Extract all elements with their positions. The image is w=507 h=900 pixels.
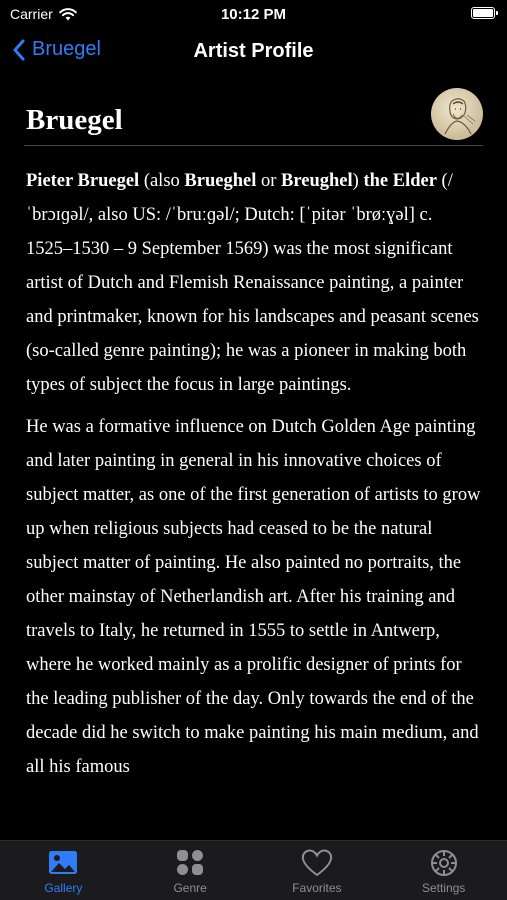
bio-text: )	[352, 171, 364, 191]
photo-icon	[46, 847, 80, 879]
bio-paragraph-1	[26, 164, 483, 402]
gear-icon	[427, 847, 461, 879]
bio-text: (/ˈbrɔɪɡəl/, also US: /ˈbruːɡəl/; Dutch: [ˈpitər ˈbrøːɣəl] c. 1525–1530 – 9 September 1569) was the most significant artist of Dutch and Flemish Renaissance painting, a painter and printmaker, known for his landscapes and peasant scenes (so-called genre painting); he was a pioneer in making both types of subject the focus in large paintings.	[26, 171, 479, 395]
grid-icon	[173, 847, 207, 879]
artist-profile-content[interactable]	[0, 86, 507, 840]
battery-icon	[471, 7, 495, 19]
bio-alt-name: Breughel	[281, 171, 353, 191]
tab-genre-label: Genre	[173, 881, 207, 895]
status-time: 10:12 PM	[220, 6, 287, 23]
artist-biography	[26, 164, 483, 784]
bio-alt-name: Brueghel	[184, 171, 257, 191]
tab-settings-label: Settings	[421, 881, 466, 895]
tab-gallery-label: Gallery	[44, 881, 83, 895]
artist-header	[24, 86, 483, 146]
tab-favorites-label: Favorites	[292, 881, 342, 895]
bio-name: Pieter Bruegel	[26, 171, 140, 191]
carrier-label: Carrier	[10, 6, 53, 22]
page-title: Artist Profile	[193, 40, 314, 62]
tab-bar	[0, 840, 507, 900]
tab-gallery[interactable]	[0, 841, 127, 900]
navigation-bar	[0, 32, 507, 72]
artist-name: Bruegel	[26, 104, 123, 136]
heart-icon	[300, 847, 334, 879]
bio-text: or	[256, 171, 282, 191]
bio-text: (also	[139, 171, 185, 191]
tab-favorites[interactable]	[254, 841, 381, 900]
bio-epithet: the Elder	[363, 171, 437, 191]
tab-settings[interactable]	[380, 841, 507, 900]
status-bar	[0, 0, 507, 30]
portrait-sketch-image	[431, 88, 483, 140]
artist-portrait-avatar[interactable]	[431, 88, 483, 140]
tab-genre[interactable]	[127, 841, 254, 900]
bio-paragraph-2: He was a formative influence on Dutch Golden Age painting and later painting in general in his innovative choices of subject matter, as one of the first generation of artists to grow up when religious subjects had ceased to be the natural subject matter of painting. He also painted no portraits, the other mainstay of Netherlandish art. After his training and travels to Italy, he returned in 1555 to settle in Antwerp, where he worked mainly as a prolific designer of prints for the leading publisher of the day. Only towards the end of the decade did he switch to make painting his main medium, and all his famous	[26, 417, 481, 777]
back-button-label: Bruegel	[32, 38, 101, 60]
